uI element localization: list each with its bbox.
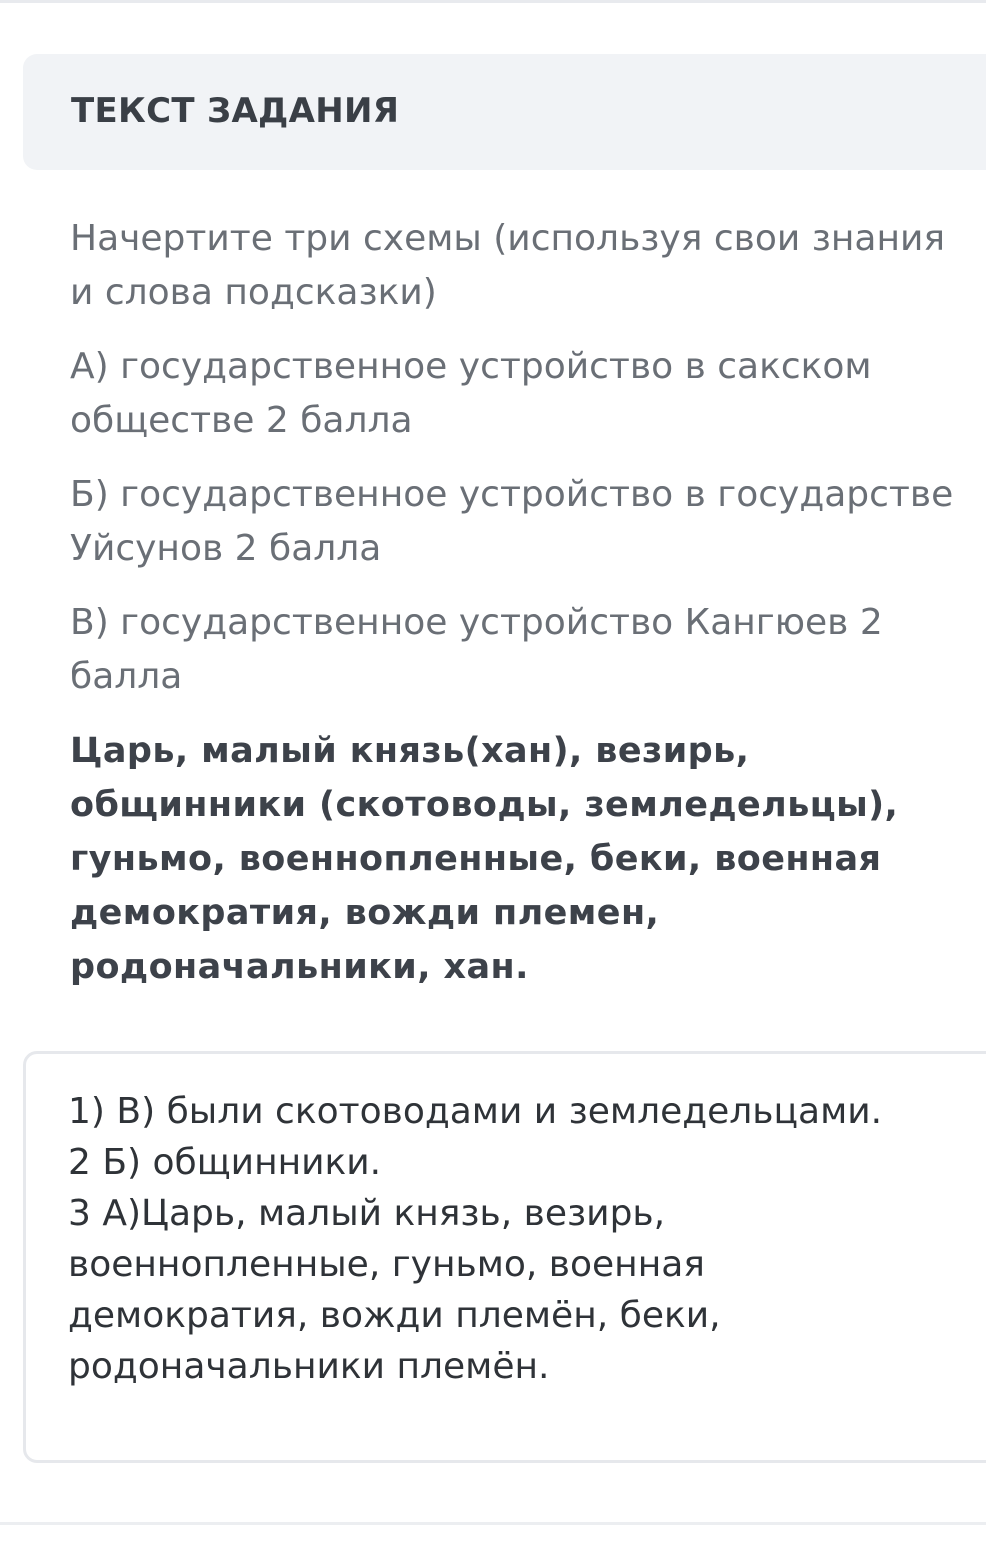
top-divider [0,0,986,3]
bottom-divider [0,1522,986,1525]
answer-line: родоначальники племён. [68,1346,550,1387]
answer-line: 3 А)Царь, малый князь, везирь, [68,1193,666,1234]
task-item-a: А) государственное устройство в сакском обществе 2 балла [70,346,872,441]
task-item-v: В) государственное устройство Кангюев 2 балла [70,602,883,697]
answer-text [68,1086,948,1392]
task-hint-words: Царь, малый князь(хан), везирь, общинники (скотоводы, земледельцы), гуньмо, военнопленные, беки, военная демократия, вожди племен, родоначальники, хан. [70,731,899,987]
task-instruction: Начертите три схемы (используя свои знания и слова подсказки) [70,218,946,313]
answer-line: демократия, вожди племён, беки, [68,1295,721,1336]
task-body [70,212,965,1014]
answer-line: 2 Б) общинники. [68,1142,382,1183]
task-header-title: ТЕКСТ ЗАДАНИЯ [71,91,400,131]
answer-line: военнопленные, гуньмо, военная [68,1244,705,1285]
task-item-b: Б) государственное устройство в государстве Уйсунов 2 балла [70,474,954,569]
answer-box[interactable] [23,1051,986,1463]
task-header [23,54,986,170]
answer-line: 1) В) были скотоводами и земледельцами. [68,1091,883,1132]
